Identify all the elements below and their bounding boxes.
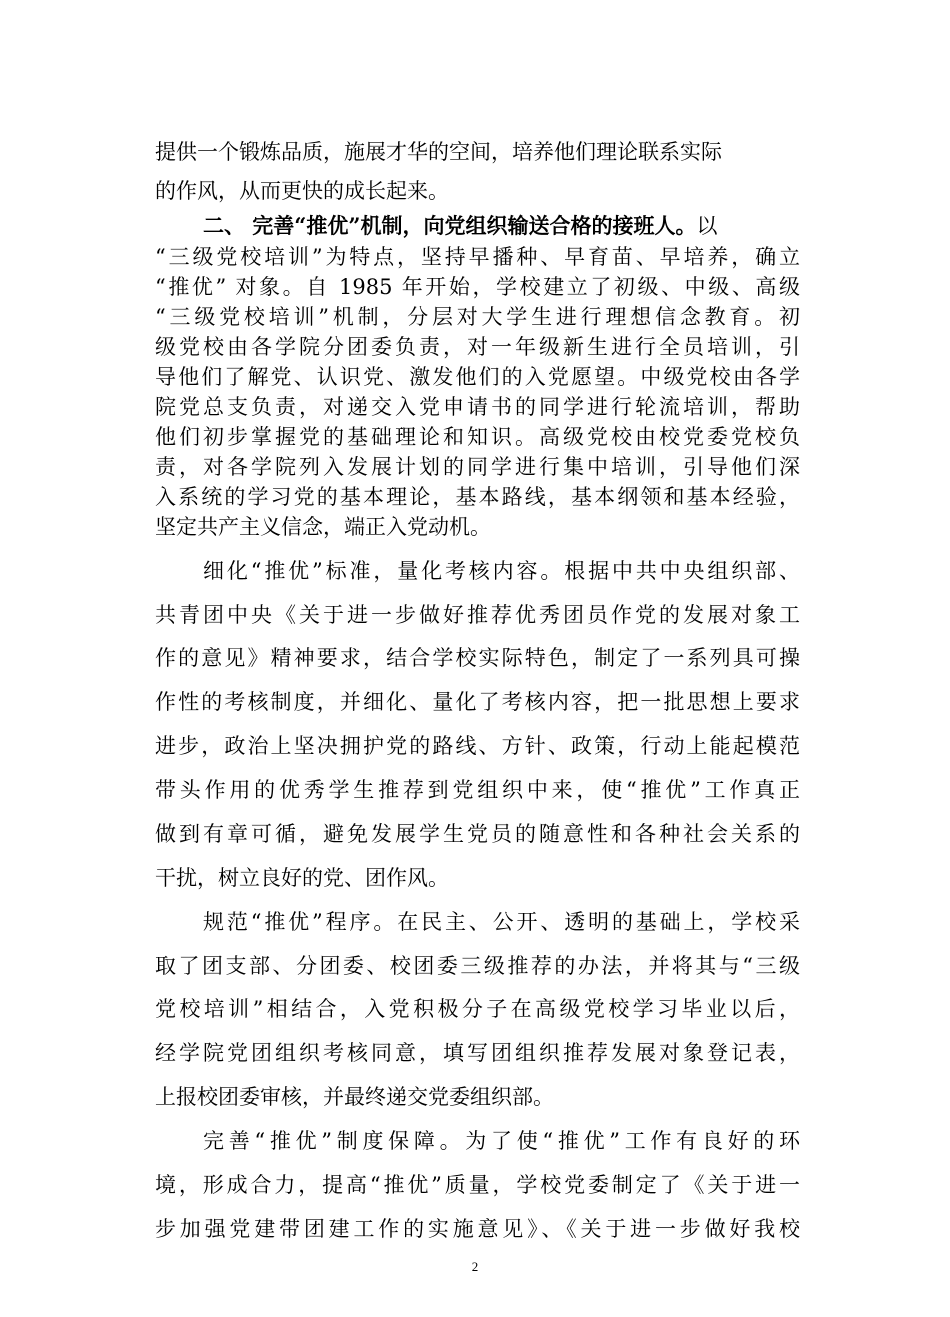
- text-line: 做到有章可循，避免发展学生党员的随意性和各种社会关系的: [155, 822, 800, 846]
- text-line: 干扰，树立良好的党、团作风。: [155, 866, 449, 890]
- section-heading-tail: 以: [696, 214, 718, 238]
- text-line: 责，对各学院列入发展计划的同学进行集中培训，引导他们深: [155, 455, 800, 479]
- page-number: 2: [471, 1259, 479, 1274]
- text-line: 院党总支负责，对递交入党申请书的同学进行轮流培训，帮助: [155, 395, 800, 419]
- text-line: 作性的考核制度，并细化、量化了考核内容，把一批思想上要求: [155, 690, 800, 714]
- text-line: 作的意见》精神要求，结合学校实际特色，制定了一系列具可操: [155, 646, 800, 670]
- text-line: 党校培训”相结合，入党积极分子在高级党校学习毕业以后，: [155, 997, 800, 1021]
- text-line: 他们初步掌握党的基础理论和知识。高级党校由校党委党校负: [155, 425, 800, 449]
- text-line: 进步，政治上坚决拥护党的路线、方针、政策，行动上能起模范: [155, 734, 800, 758]
- text-line: 坚定共产主义信念，端正入党动机。: [155, 515, 491, 539]
- text-line: 带头作用的优秀学生推荐到党组织中来，使“推优”工作真正: [155, 778, 800, 802]
- text-line: 经学院党团组织考核同意，填写团组织推荐发展对象登记表，: [155, 1041, 800, 1065]
- text-line: 完善“推优”制度保障。为了使“推优”工作有良好的环: [203, 1129, 800, 1153]
- text-line: 的作风，从而更快的成长起来。: [155, 179, 449, 203]
- section-heading: 二、 完善“推优”机制，向党组织输送合格的接班人。: [203, 213, 697, 238]
- text-line: “三级党校培训”机制，分层对大学生进行理想信念教育。初: [155, 305, 800, 329]
- text-line: 规范“推优”程序。在民主、公开、透明的基础上，学校采: [203, 910, 800, 934]
- text-line: 上报校团委审核，并最终递交党委组织部。: [155, 1085, 554, 1109]
- text-line: 步加强党建带团建工作的实施意见》、《关于进一步做好我校: [155, 1217, 800, 1241]
- text-line: 级党校由各学院分团委负责，对一年级新生进行全员培训，引: [155, 335, 800, 359]
- text-line: “三级党校培训”为特点，坚持早播种、早育苗、早培养，确立: [155, 245, 800, 269]
- text-line: 导他们了解党、认识党、激发他们的入党愿望。中级党校由各学: [155, 365, 800, 389]
- section-heading-line: [203, 211, 800, 241]
- text-line: “推优” 对象。自 1985 年开始，学校建立了初级、中级、高级: [155, 275, 800, 299]
- text-line: 共青团中央《关于进一步做好推荐优秀团员作党的发展对象工: [155, 603, 800, 627]
- text-line: 取了团支部、分团委、校团委三级推荐的办法，并将其与“三级: [155, 954, 800, 978]
- text-line: 细化“推优”标准，量化考核内容。根据中共中央组织部、: [203, 559, 800, 583]
- text-line: 境，形成合力，提高“推优”质量，学校党委制定了《关于进一: [155, 1173, 800, 1197]
- text-line: 提供一个锻炼品质，施展才华的空间，培养他们理论联系实际: [155, 140, 722, 164]
- text-line: 入系统的学习党的基本理论，基本路线，基本纲领和基本经验，: [155, 485, 800, 509]
